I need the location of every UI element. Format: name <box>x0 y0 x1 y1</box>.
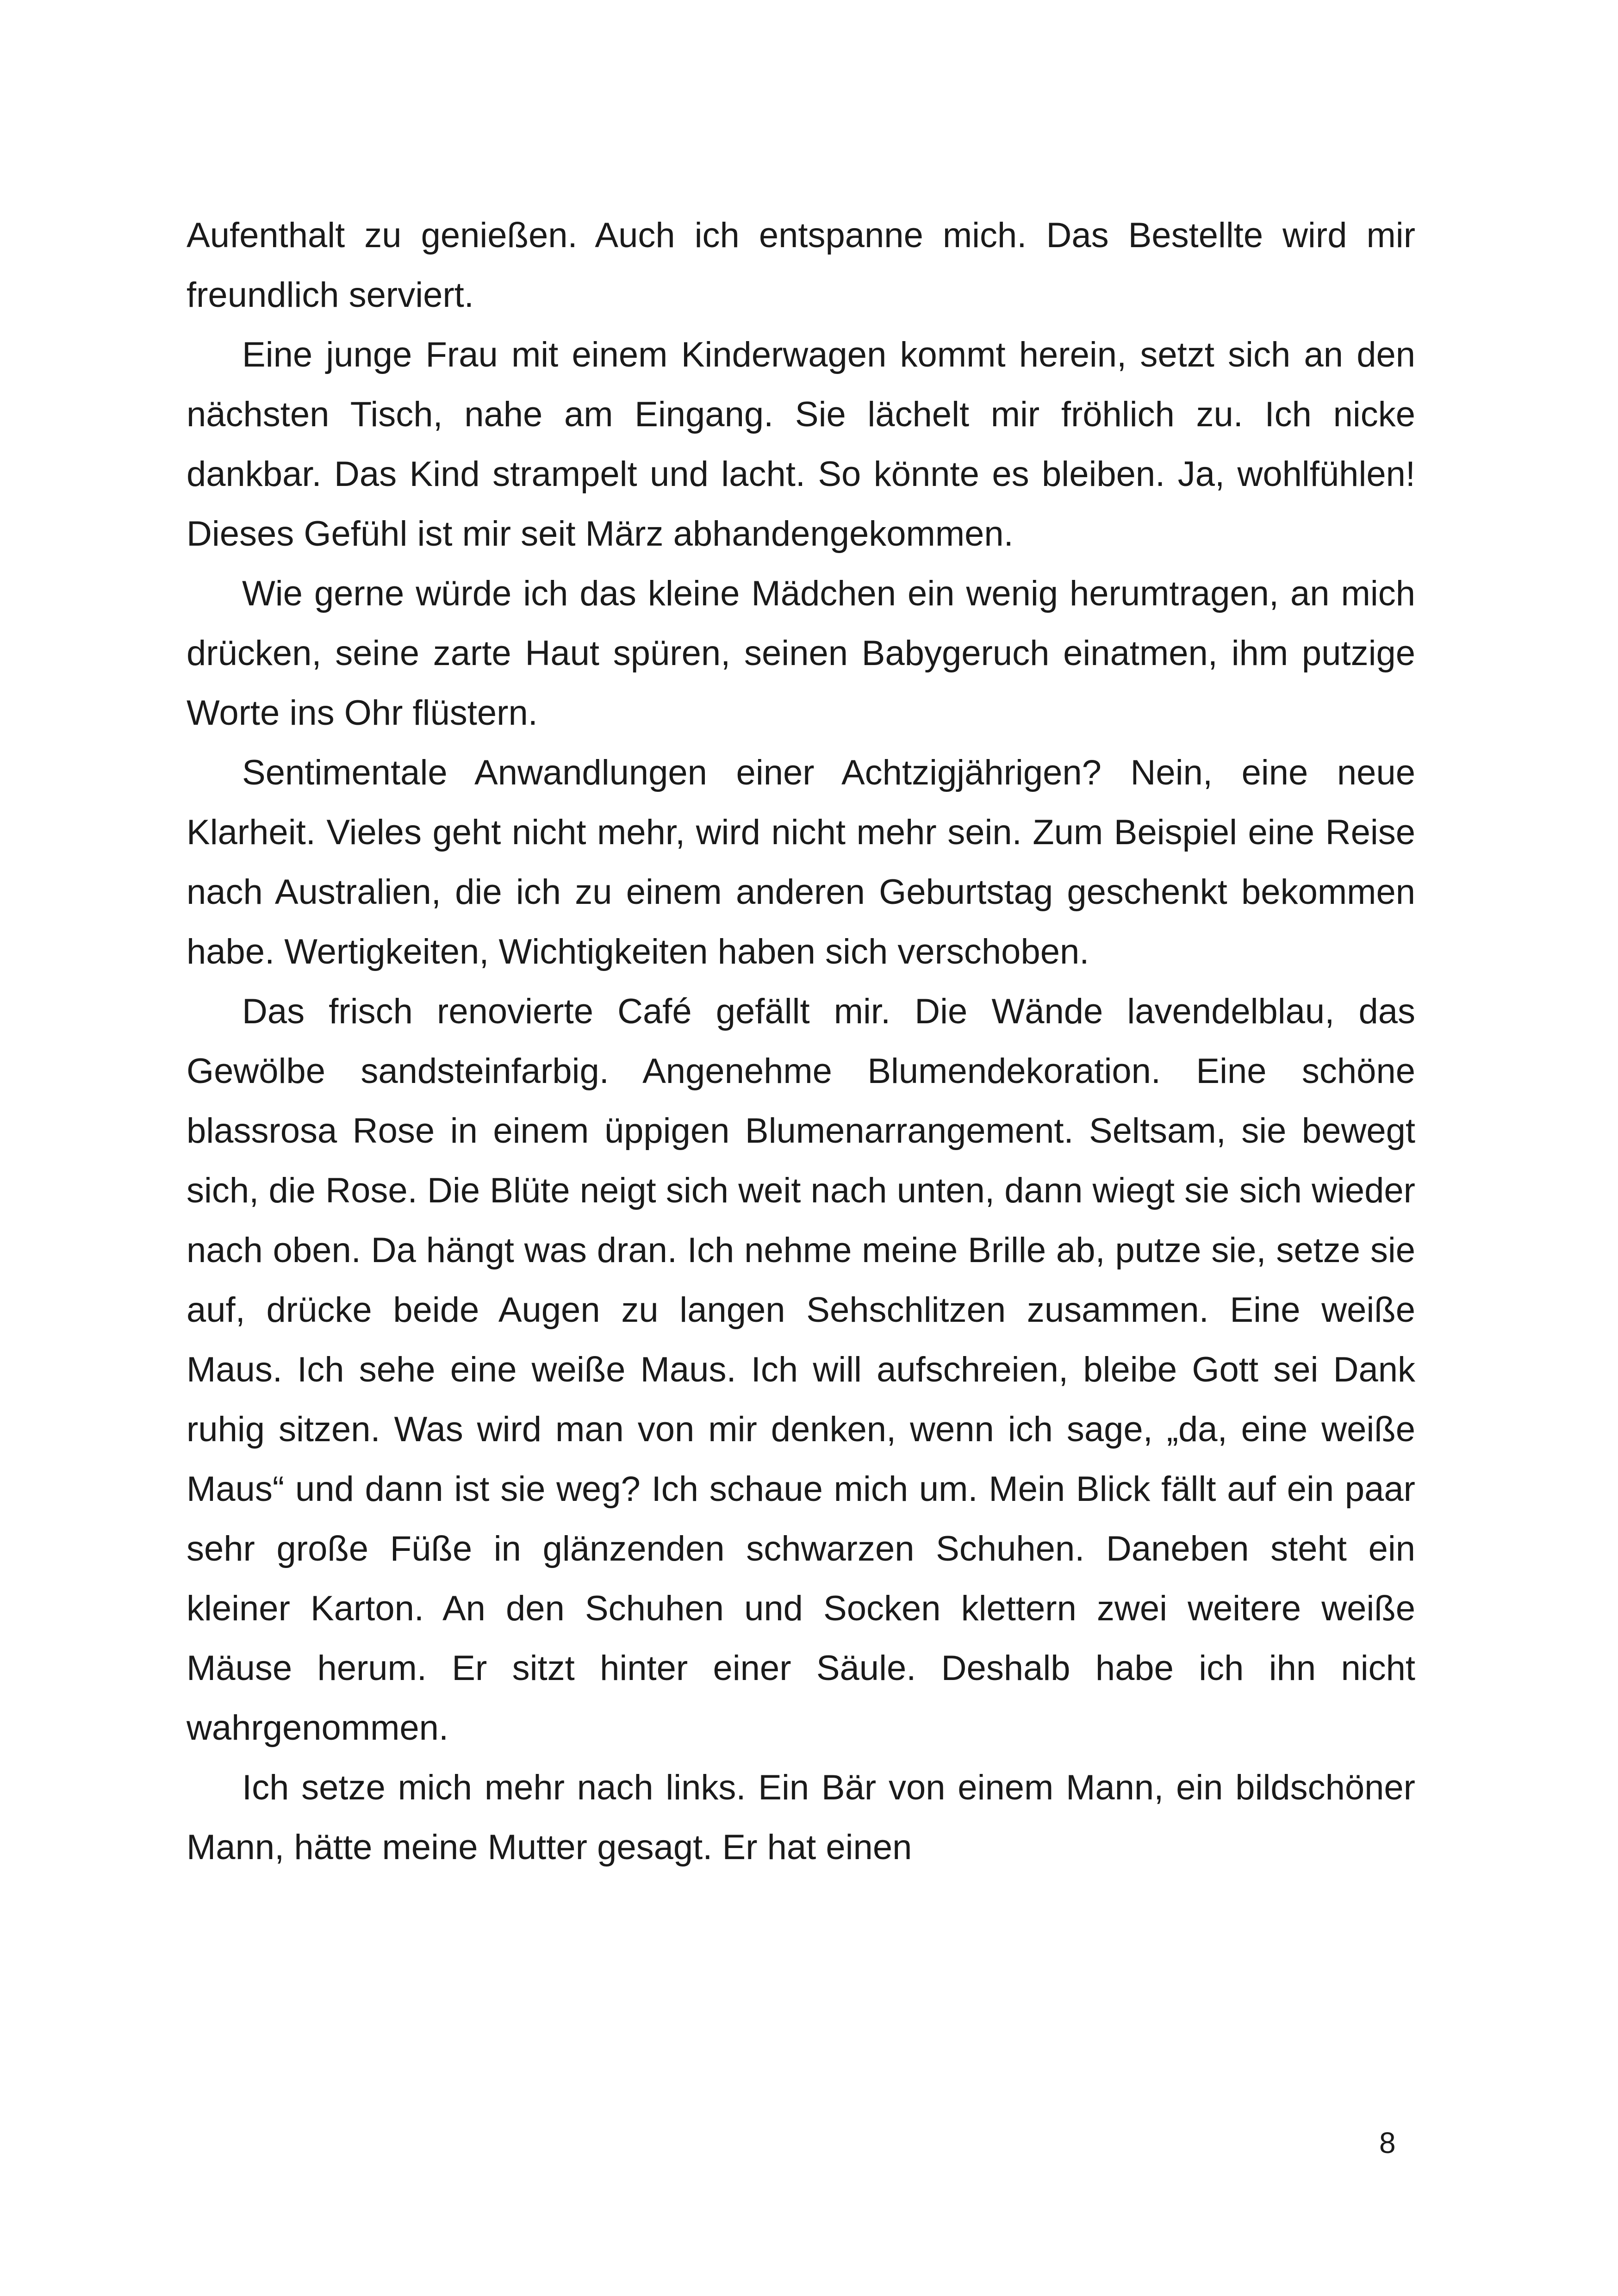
page-number: 8 <box>1379 2126 1396 2159</box>
paragraph: Sentimentale Anwandlungen einer Achtzigjährigen? Nein, eine neue Klarheit. Vieles geht nicht mehr, wird nicht mehr sein. Zum Beispiel eine Reise nach Australien, die ich zu einem anderen Geburtstag geschenkt bekommen habe. Wertigkeiten, Wichtigkeiten haben sich verschoben. <box>187 753 1415 971</box>
paragraph: Ich setze mich mehr nach links. Ein Bär von einem Mann, ein bildschöner Mann, hätte meine Mutter gesagt. Er hat einen <box>187 1768 1415 1867</box>
paragraph: Aufenthalt zu genießen. Auch ich entspanne mich. Das Bestellte wird mir freundlich serviert. <box>187 216 1415 315</box>
paragraph: Eine junge Frau mit einem Kinderwagen kommt herein, setzt sich an den nächsten Tisch, nahe am Eingang. Sie lächelt mir fröhlich zu. Ich nicke dankbar. Das Kind strampelt und lacht. So könnte es bleiben. Ja, wohlfühlen! Dieses Gefühl ist mir seit März abhandengekommen. <box>187 335 1415 554</box>
paragraph: Das frisch renovierte Café gefällt mir. Die Wände lavendelblau, das Gewölbe sandsteinfarbig. Angenehme Blumendekoration. Eine schöne blassrosa Rose in einem üppigen Blumenarrangement. Seltsam, sie bewegt sich, die Rose. Die Blüte neigt sich weit nach unten, dann wiegt sie sich wieder nach oben. Da hängt was dran. Ich nehme meine Brille ab, putze sie, setze sie auf, drücke beide Augen zu langen Sehschlitzen zusammen. Eine weiße Maus. Ich sehe eine weiße Maus. Ich will aufschreien, bleibe Gott sei Dank ruhig sitzen. Was wird man von mir denken, wenn ich sage, „da, eine weiße Maus“ und dann ist sie weg? Ich schaue mich um. Mein Blick fällt auf ein paar sehr große Füße in glänzenden schwarzen Schuhen. Daneben steht ein kleiner Karton. An den Schuhen und Socken klettern zwei weitere weiße Mäuse herum. Er sitzt hinter einer Säule. Deshalb habe ich ihn nicht wahrgenommen. <box>187 992 1415 1748</box>
paragraph: Wie gerne würde ich das kleine Mädchen ein wenig herumtragen, an mich drücken, seine zarte Haut spüren, seinen Babygeruch einatmen, ihm putzige Worte ins Ohr flüstern. <box>187 574 1415 733</box>
body-text <box>187 205 1415 1877</box>
